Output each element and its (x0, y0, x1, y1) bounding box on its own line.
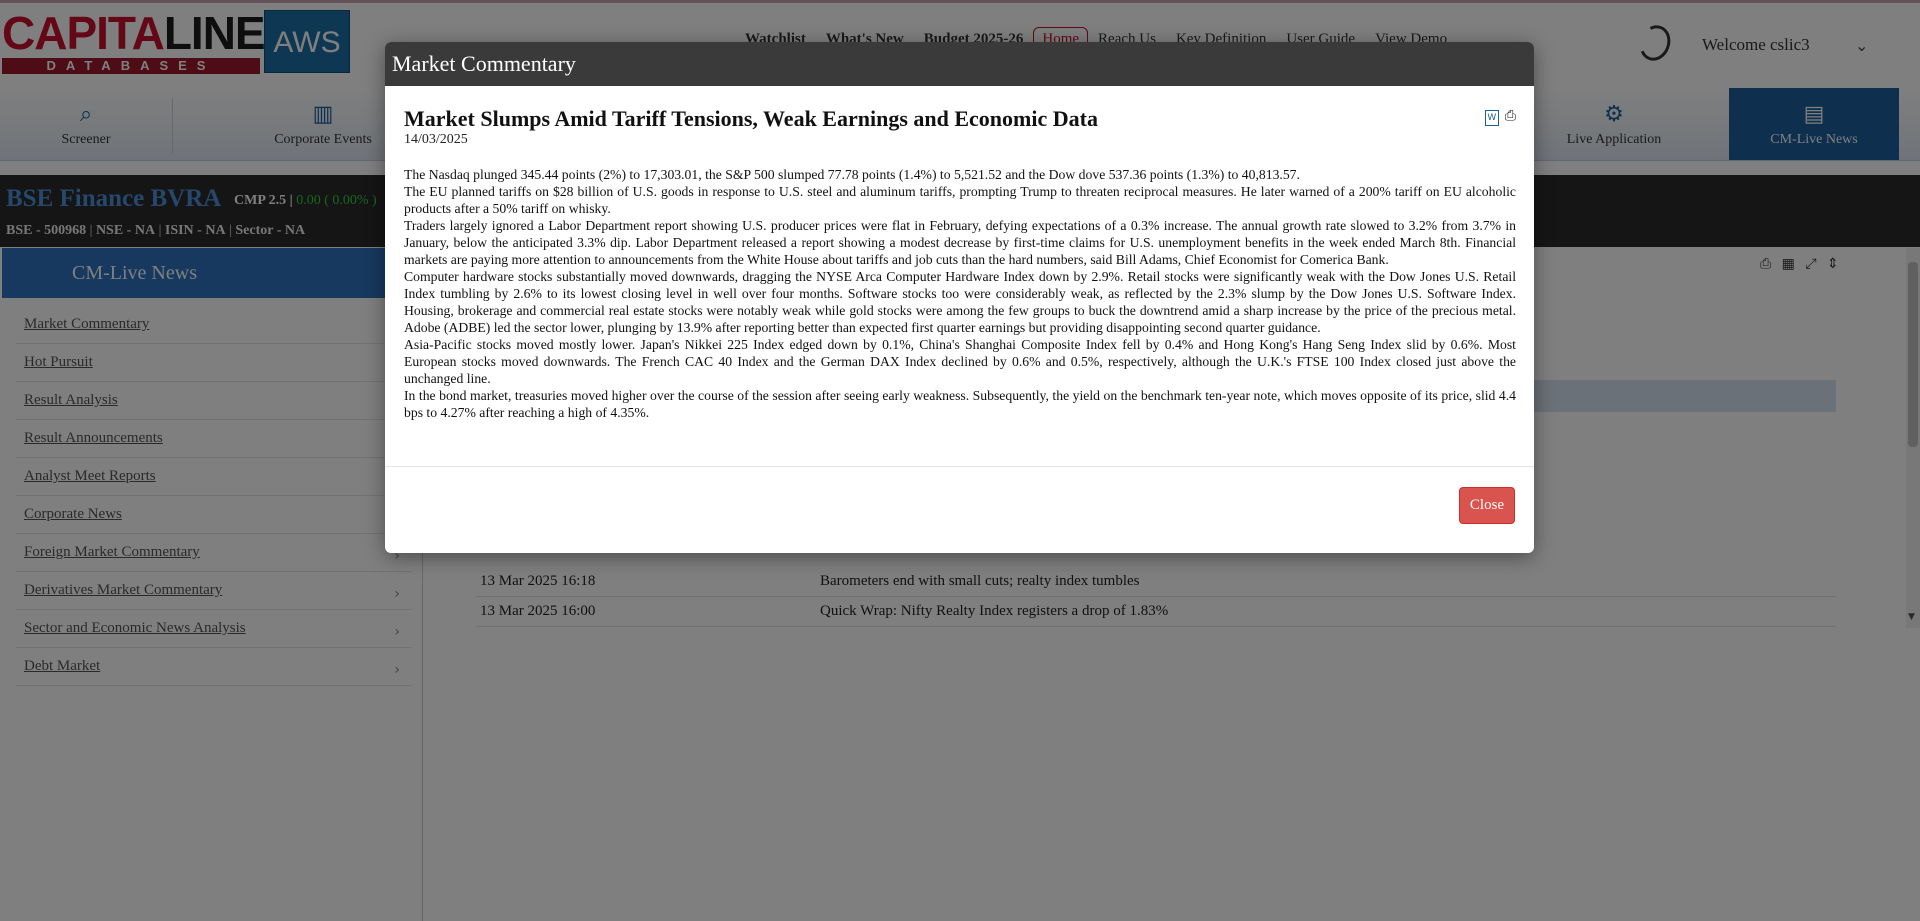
dialog-body (385, 86, 1534, 467)
article-headline: Market Slumps Amid Tariff Tensions, Weak Earnings and Economic Data (404, 106, 1098, 131)
word-export-icon[interactable]: W (1485, 110, 1499, 126)
article-date: 14/03/2025 (404, 132, 468, 147)
article-paragraph: In the bond market, treasuries moved higher over the course of the session after seeing early weakness. Subsequently, the yield on the benchmark ten-year note, which moves opposite of its price, slid 4.4 bps to 4.27% after reaching a high of 4.35%. (404, 388, 1516, 420)
article-paragraph: The EU planned tariffs on $28 billion of U.S. goods in response to U.S. steel and aluminum tariffs, prompting Trump to threaten reciprocal measures. He later warned of a 200% tariff on EU alcoholic products after a 50% tariff on whisky. (404, 184, 1516, 216)
article-text (404, 166, 1516, 421)
article-paragraph: Computer hardware stocks substantially moved downwards, dragging the NYSE Arca Computer Hardware Index down by 2.9%. Retail stocks were significantly weak with the Dow Jones U.S. Retail Index tumbling by 2.6% to its lowest closing level in well over four months. Software stocks too were considerably weak, as reflected by the 2.3% slump by the Dow Jones U.S. Software Index. Housing, brokerage and commercial real estate stocks were notably weak while gold stocks were among the few groups to buck the downtrend amid a sharp increase by the price of the precious metal. Adobe (ADBE) led the sector lower, plunging by 13.9% after reporting better than expected first quarter earnings but providing disappointing second quarter guidance. (404, 269, 1516, 335)
article-actions (1485, 108, 1516, 126)
dialog-title: Market Commentary (385, 42, 1534, 86)
article-paragraph: Traders largely ignored a Labor Department report showing U.S. producer prices were flat in February, defying expectations of a 0.3% increase. The annual growth rate slowed to 3.2% from 3.7% in January, below the anticipated 3.3% dip. Labor Department released a report showing a modest decrease by first-time claims for U.S. unemployment benefits in the week ended March 8th. Financial markets are paying more attention to announcements from the White House about tariffs and job cuts than the hard numbers, said Bill Adams, Chief Economist for Comerica Bank. (404, 218, 1516, 267)
article-paragraph: Asia-Pacific stocks moved mostly lower. Japan's Nikkei 225 Index edged down by 0.1%, China's Shanghai Composite Index fell by 0.4% and Hong Kong's Hang Seng Index slid by 0.6%. Most European stocks moved downwards. The French CAC 40 Index and the German DAX Index declined by 0.6% and 0.5%, respectively, although the U.K.'s FTSE 100 Index closed just above the unchanged line. (404, 337, 1516, 386)
dialog-footer (385, 467, 1534, 543)
market-commentary-dialog (385, 42, 1534, 553)
close-button[interactable]: Close (1459, 487, 1515, 524)
article-paragraph: The Nasdaq plunged 345.44 points (2%) to 17,303.01, the S&P 500 slumped 77.78 points (1.4%) to 5,521.52 and the Dow dove 537.36 points (1.3%) to 40,813.57. (404, 167, 1300, 182)
print-icon[interactable]: ⎙ (1504, 108, 1516, 124)
